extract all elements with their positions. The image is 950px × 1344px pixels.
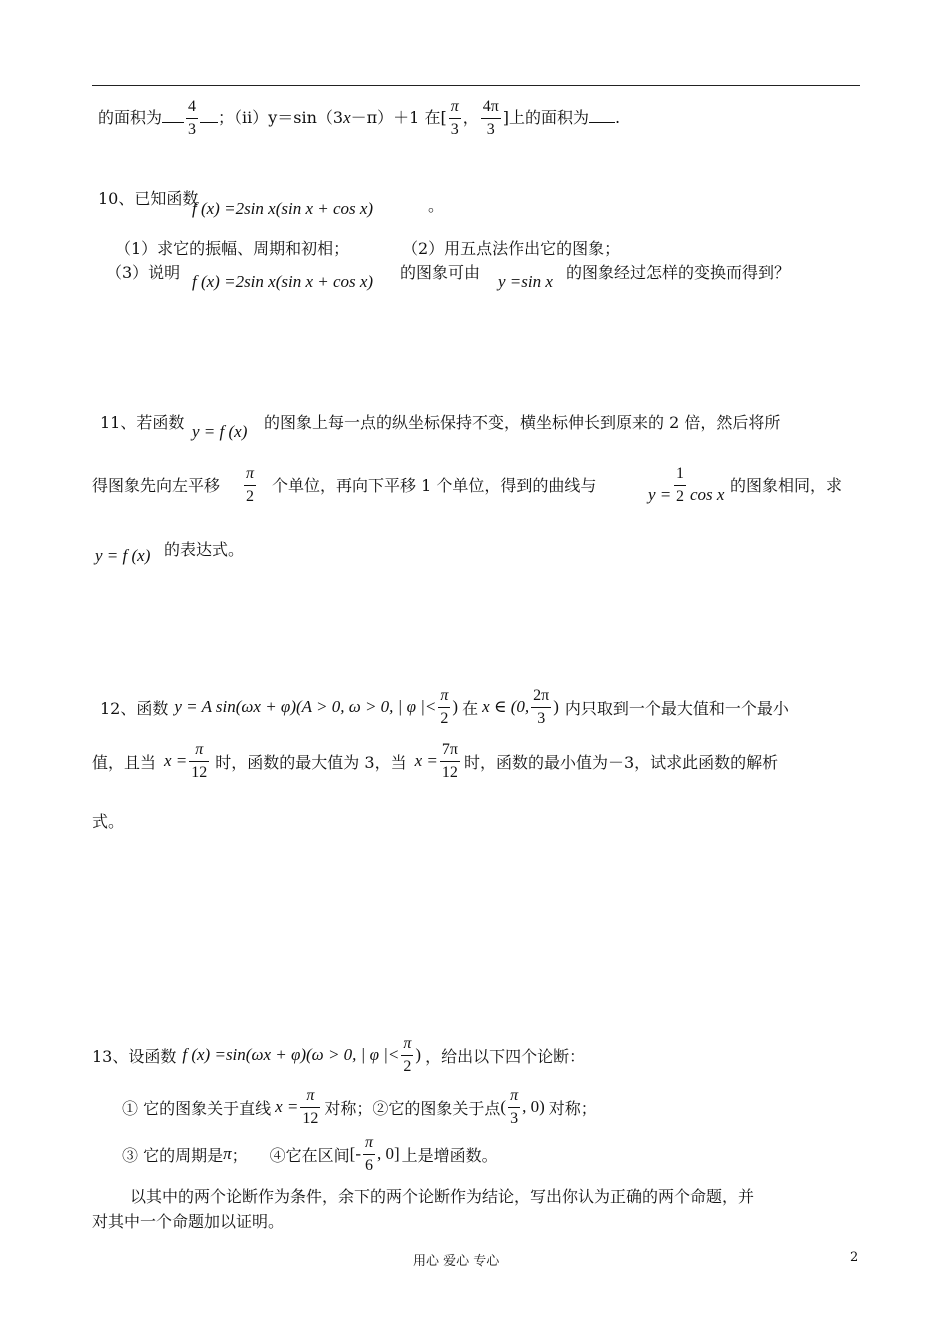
q10-title: 10、已知函数: [98, 189, 199, 208]
q10-part2: （2）用五点法作出它的图象；: [402, 239, 621, 258]
q13-claims-3-4: ③ 它的周期是 π ； ④它在区间 [- $\frac{\pi}{6}$ , 0] 上是增函数。: [122, 1133, 498, 1174]
text: ]上的面积为: [502, 108, 590, 127]
q13-paragraph-line2: 对其中一个命题加以证明。: [92, 1212, 285, 1231]
q10-part3-text: 的图象可由: [400, 263, 481, 282]
text: ；（ii）y＝sin（3: [218, 108, 344, 127]
fraction: $\frac{4}{3}$: [188, 98, 197, 138]
q11-formula: y = f (x): [192, 422, 248, 441]
header-rule: [92, 85, 860, 86]
q10-formula: f (x) =2sin x(sin x + cos x): [192, 199, 374, 218]
q12-line2: 值，且当 x = $\frac{\pi}{12}$ 时，函数的最大值为 3，当 x = $\frac{7\pi}{12}$ 时，函数的最小值为－3，试求此函数的解析: [92, 740, 779, 781]
q11-y-eq: y =: [648, 485, 672, 504]
q10-part1: （1）求它的振幅、周期和初相；: [115, 239, 350, 258]
q13-paragraph-line1: 以其中的两个论断作为条件，余下的两个论断作为结论，写出你认为正确的两个命题，并: [130, 1187, 755, 1206]
q10-part3-text2: 的图象经过怎样的变换而得到？: [566, 263, 791, 282]
footer-text: 用心 爱心 专心: [413, 1254, 500, 1269]
q11-line2c: 的图象相同，求: [730, 476, 843, 495]
q11-line2b: 个单位，再向下平移 1 个单位，得到的曲线与: [272, 476, 597, 495]
q11-line1: 的图象上每一点的纵坐标保持不变，横坐标伸长到原来的 2 倍，然后将所: [264, 413, 781, 432]
q11-frac-pi2: $\frac{\pi}{2}$: [246, 465, 255, 505]
q10-part3-formula: f (x) =2sin x(sin x + cos x): [192, 272, 374, 291]
q13-claims-1-2: ① 它的图象关于直线 x = $\frac{\pi}{12}$ 对称；②它的图象关于点 ( $\frac{\pi}{3}$ , 0) 对称；: [122, 1086, 597, 1127]
q13-line1: 13、设函数 f (x) =sin(ωx + φ)(ω > 0, | φ |< $\frac{\pi}{2}$ ) ，给出以下四个论断：: [92, 1034, 586, 1075]
q11-line3: 的表达式。: [164, 540, 245, 559]
text: －π）＋1 在[: [350, 108, 447, 127]
q12-line3: 式。: [92, 812, 125, 831]
text: 的面积为: [98, 108, 163, 127]
q11-cos: cos x: [690, 485, 725, 504]
q12-line1: 12、函数 y = A sin(ωx + φ)(A > 0, ω > 0, | φ |< $\frac{\pi}{2}$ ) 在 x ∈ (0, $\frac{2\pi}{3}$ ) 内只取到一个最大值和一个最小: [100, 686, 789, 727]
q11-frac-half: $\frac{1}{2}$: [676, 465, 684, 505]
q10-part3-formula2: y =sin x: [498, 272, 553, 291]
fraction: $\frac{\pi}{3}$: [450, 98, 459, 138]
q11-title: 11、若函数: [100, 413, 185, 432]
q11-line2: 得图象先向左平移: [92, 476, 221, 495]
q9-continuation-line: 的面积为 $\frac{4}{3}$ ；（ii）y＝sin（3x－π）＋1 在[ $\frac{\pi}{3}$ ， $\frac{4\pi}{3}$ ]上的面积为 .: [98, 98, 621, 138]
q10-end: 。: [428, 196, 445, 215]
q11-line3-formula: y = f (x): [95, 546, 151, 565]
fraction: $\frac{4\pi}{3}$: [482, 98, 499, 138]
page-number: 2: [850, 1250, 859, 1265]
q10-part3: （3）说明: [106, 263, 181, 282]
